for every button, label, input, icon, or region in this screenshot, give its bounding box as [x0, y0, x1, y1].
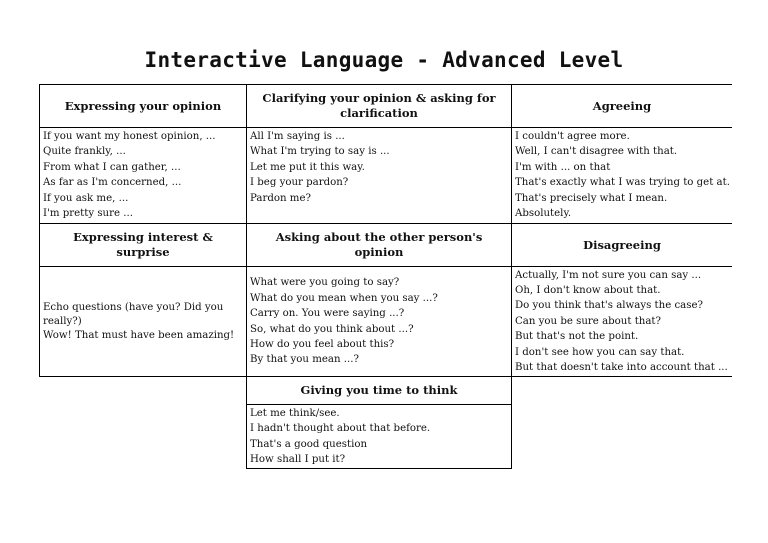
phrase-item: Quite frankly, ...	[43, 146, 126, 158]
phrase-item: But that doesn't take into account that ...	[515, 362, 728, 374]
phrase-item: Wow! That must have been amazing!	[43, 329, 235, 341]
phrase-item: What do you mean when you say ...?	[250, 292, 438, 304]
phrase-item: What I'm trying to say is ...	[250, 146, 390, 158]
section-heading: Expressing your opinion	[40, 85, 246, 128]
phrase-item: How do you feel about this?	[250, 338, 395, 350]
phrase-list	[247, 267, 511, 376]
section-heading: Disagreeing	[512, 224, 732, 267]
phrase-item: I beg your pardon?	[250, 177, 349, 189]
phrase-item: As far as I'm concerned, ...	[43, 177, 182, 189]
section-heading: Agreeing	[512, 85, 732, 128]
phrase-item: Absolutely.	[515, 208, 572, 220]
phrase-item: But that's not the point.	[515, 331, 639, 343]
phrase-list	[40, 267, 246, 376]
phrase-item: Can you be sure about that?	[515, 315, 661, 327]
section-heading: Giving you time to think	[247, 377, 511, 405]
phrase-item: I couldn't agree more.	[515, 131, 630, 142]
phrase-item: That's exactly what I was trying to get at.	[515, 177, 730, 189]
phrase-item: Carry on. You were saying ...?	[250, 308, 405, 320]
section-interest-surprise	[39, 223, 247, 377]
phrase-list	[40, 128, 246, 223]
phrase-list	[512, 267, 732, 376]
page-title: Interactive Language - Advanced Level	[144, 48, 624, 72]
section-heading: Asking about the other person's opinion	[247, 224, 511, 267]
phrase-item: By that you mean ...?	[250, 354, 359, 366]
phrase-item: If you want my honest opinion, ...	[43, 131, 216, 142]
section-time-to-think	[246, 376, 512, 469]
phrase-item: If you ask me, ...	[43, 192, 129, 204]
phrase-item: How shall I put it?	[250, 453, 346, 465]
phrase-list	[247, 405, 511, 468]
phrase-item: Pardon me?	[250, 192, 311, 204]
section-heading: Clarifying your opinion & asking for clarification	[247, 85, 511, 128]
phrase-item: I don't see how you can say that.	[515, 346, 685, 358]
phrase-item: Oh, I don't know about that.	[515, 284, 661, 296]
phrase-item: That's a good question	[250, 438, 368, 450]
section-disagreeing	[511, 223, 732, 377]
phrase-item: All I'm saying is ...	[250, 131, 345, 142]
phrase-item: So, what do you think about ...?	[250, 323, 414, 335]
phrase-item: Let me put it this way.	[250, 161, 365, 173]
section-asking-opinion	[246, 223, 512, 377]
phrase-item: Actually, I'm not sure you can say ...	[515, 269, 702, 281]
section-clarifying	[246, 84, 512, 224]
phrase-list	[512, 128, 732, 223]
phrase-item: Let me think/see.	[250, 407, 340, 419]
section-expressing-opinion	[39, 84, 247, 224]
phrase-item: Do you think that's always the case?	[515, 300, 703, 312]
phrase-item: Echo questions (have you? Did you really?)	[43, 301, 224, 327]
phrase-list	[247, 128, 511, 223]
phrase-item: I'm pretty sure ...	[43, 208, 133, 220]
phrase-item: What were you going to say?	[250, 277, 400, 289]
phrase-item: From what I can gather, ...	[43, 161, 181, 173]
section-agreeing	[511, 84, 732, 224]
section-heading: Expressing interest & surprise	[40, 224, 246, 267]
phrase-item: I hadn't thought about that before.	[250, 423, 431, 435]
phrase-item: That's precisely what I mean.	[515, 192, 668, 204]
phrase-item: I'm with ... on that	[515, 161, 611, 173]
phrase-item: Well, I can't disagree with that.	[515, 146, 678, 158]
